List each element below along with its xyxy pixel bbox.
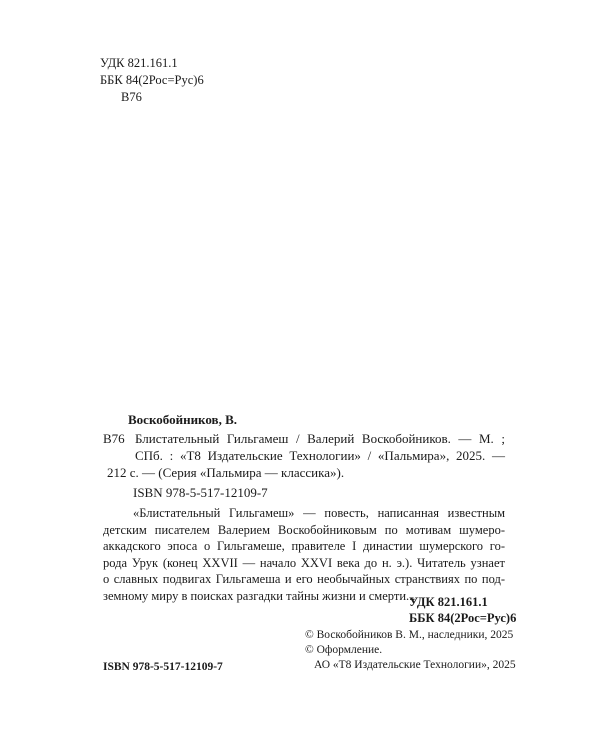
author-mark: В76 [121, 90, 142, 104]
biblio-line: 212 с. — (Серия «Пальмира — классика»). [107, 465, 345, 480]
annotation-line: аккадского эпоса о Гильгамеше, правителе I династии шумерского го- [103, 539, 505, 553]
footer-isbn: ISBN 978-5-517-12109-7 [103, 661, 223, 673]
annotation-line: земному миру в поисках разгадки тайны жизни и смерти... [103, 588, 416, 603]
annotation-line: о славных подвигах Гильгамеша и его необычайных странствиях по под- [103, 572, 505, 586]
copyright-block [300, 628, 516, 673]
catalog-bbk: ББК 84(2Рос=Рус)6 [409, 611, 517, 625]
catalog-udk: УДК 821.161.1 [409, 595, 488, 609]
biblio-line: СПб. : «Т8 Издательские Технологии» / «Пальмира», 2025. — [135, 448, 505, 463]
annotation-line: «Блистательный Гильгамеш» — повесть, написанная известным [133, 506, 505, 520]
copyright-line: © Оформление. [305, 644, 383, 656]
catalog-author: Воскобойников, В. [128, 412, 237, 427]
catalog-author-mark: В76 [103, 431, 125, 446]
annotation-line: детским писателем Валерием Воскобойниковым по мотивам шумеро- [103, 522, 505, 537]
copyright-line: © Воскобойников В. М., наследники, 2025 [305, 629, 514, 641]
annotation-line: рода Урук (конец XXVII — начало XXVI века до н. э.). Читатель узнает [103, 555, 505, 570]
udk-code: УДК 821.161.1 [100, 56, 178, 70]
copyright-line: АО «Т8 Издательские Технологии», 2025 [314, 659, 516, 671]
catalog-isbn: ISBN 978-5-517-12109-7 [133, 485, 268, 500]
annotation [103, 505, 505, 604]
biblio-line: Блистательный Гильгамеш / Валерий Воскобойников. — М. ; [135, 431, 505, 446]
bbk-code: ББК 84(2Рос=Рус)6 [100, 73, 204, 87]
